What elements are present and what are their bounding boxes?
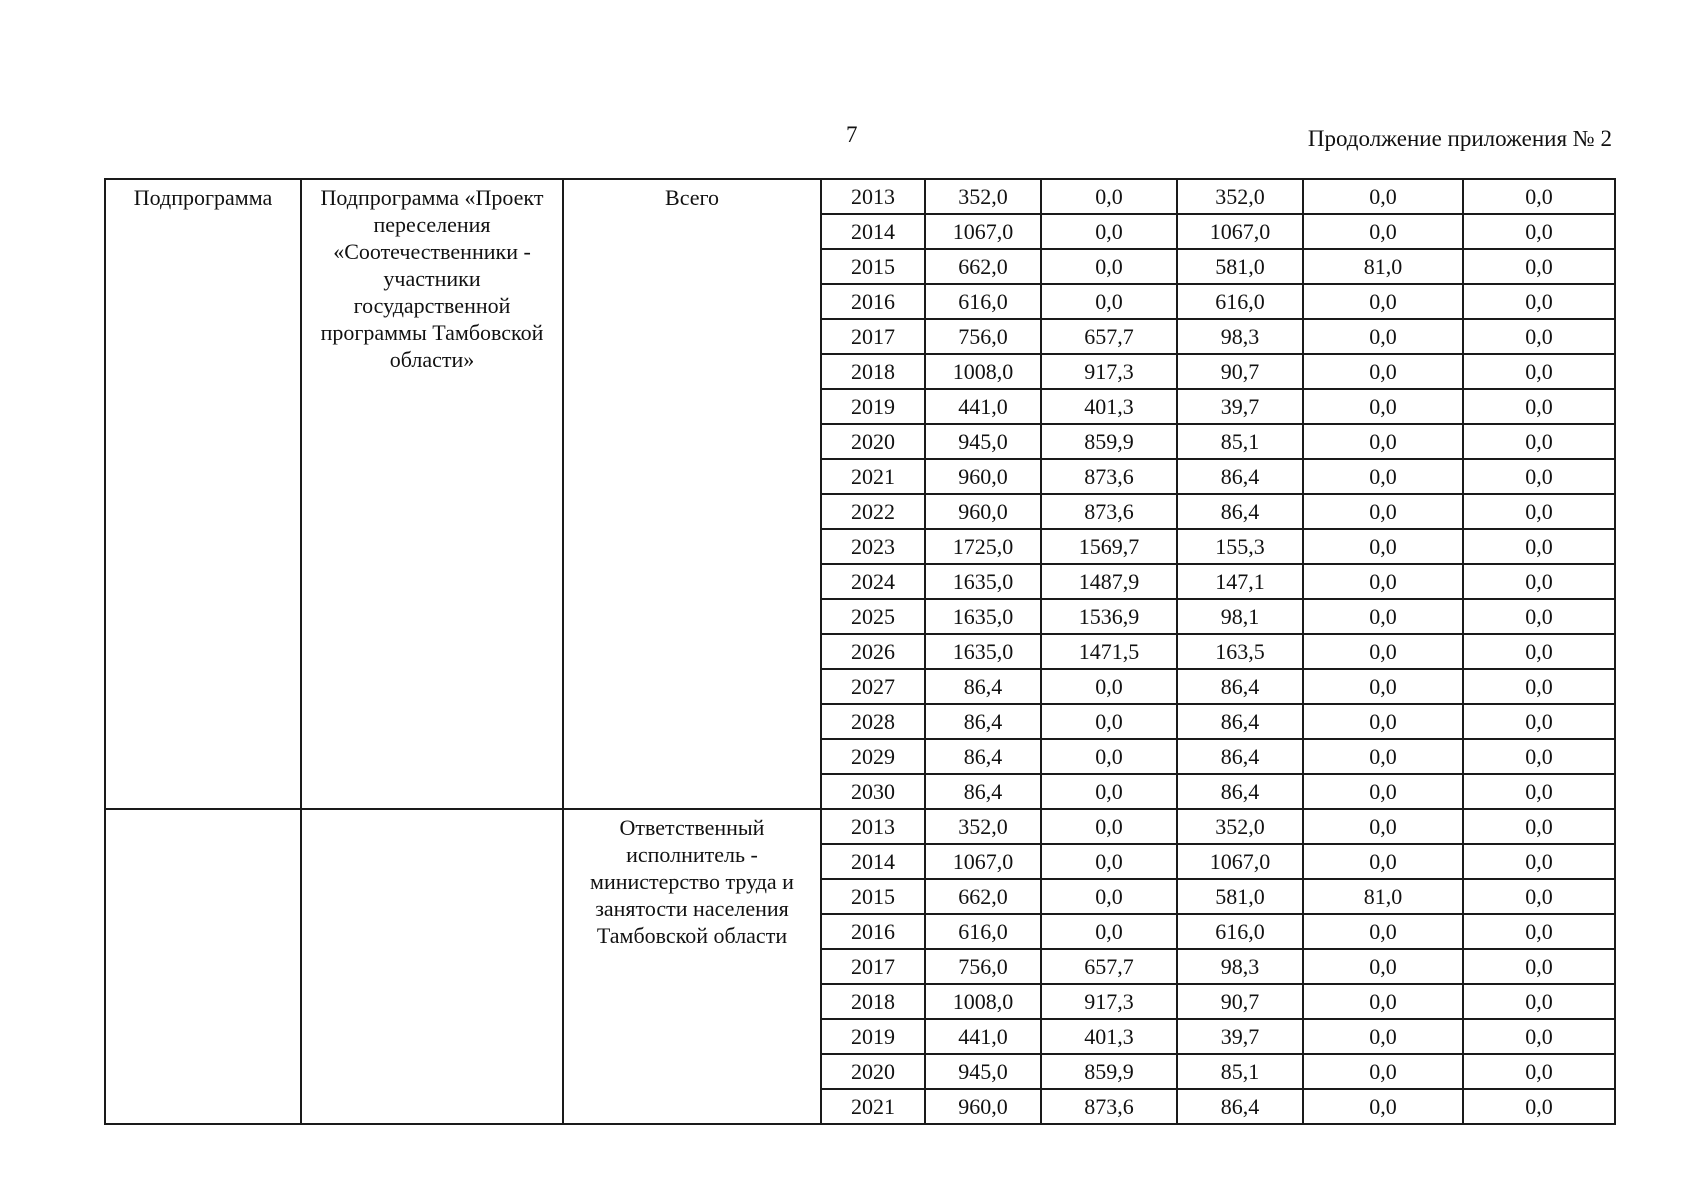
local-budget-cell: 0,0	[1303, 774, 1463, 809]
federal-budget-cell: 859,9	[1041, 424, 1177, 459]
total-cell: 662,0	[925, 879, 1041, 914]
regional-budget-cell: 98,3	[1177, 319, 1303, 354]
extrabudget-cell: 0,0	[1463, 564, 1615, 599]
extrabudget-cell: 0,0	[1463, 284, 1615, 319]
extrabudget-cell: 0,0	[1463, 179, 1615, 214]
year-cell: 2018	[821, 354, 925, 389]
total-cell: 1635,0	[925, 564, 1041, 599]
extrabudget-cell: 0,0	[1463, 669, 1615, 704]
year-cell: 2028	[821, 704, 925, 739]
local-budget-cell: 0,0	[1303, 459, 1463, 494]
local-budget-cell: 0,0	[1303, 669, 1463, 704]
year-cell: 2021	[821, 1089, 925, 1124]
federal-budget-cell: 401,3	[1041, 1019, 1177, 1054]
total-cell: 86,4	[925, 669, 1041, 704]
year-cell: 2016	[821, 284, 925, 319]
federal-budget-cell: 0,0	[1041, 214, 1177, 249]
federal-budget-cell: 859,9	[1041, 1054, 1177, 1089]
regional-budget-cell: 1067,0	[1177, 844, 1303, 879]
total-cell: 1635,0	[925, 634, 1041, 669]
federal-budget-cell: 1536,9	[1041, 599, 1177, 634]
budget-table	[104, 178, 1616, 1125]
local-budget-cell: 81,0	[1303, 249, 1463, 284]
federal-budget-cell: 917,3	[1041, 354, 1177, 389]
year-cell: 2016	[821, 914, 925, 949]
extrabudget-cell: 0,0	[1463, 634, 1615, 669]
regional-budget-cell: 155,3	[1177, 529, 1303, 564]
year-cell: 2026	[821, 634, 925, 669]
regional-budget-cell: 352,0	[1177, 179, 1303, 214]
table-row	[105, 179, 1615, 214]
local-budget-cell: 0,0	[1303, 1054, 1463, 1089]
extrabudget-cell: 0,0	[1463, 809, 1615, 844]
local-budget-cell: 0,0	[1303, 914, 1463, 949]
total-cell: 960,0	[925, 494, 1041, 529]
total-cell: 1067,0	[925, 214, 1041, 249]
total-cell: 960,0	[925, 459, 1041, 494]
year-cell: 2017	[821, 949, 925, 984]
extrabudget-cell: 0,0	[1463, 914, 1615, 949]
regional-budget-cell: 98,1	[1177, 599, 1303, 634]
federal-budget-cell: 0,0	[1041, 249, 1177, 284]
federal-budget-cell: 0,0	[1041, 844, 1177, 879]
local-budget-cell: 0,0	[1303, 809, 1463, 844]
local-budget-cell: 0,0	[1303, 319, 1463, 354]
year-cell: 2015	[821, 879, 925, 914]
total-cell: 756,0	[925, 949, 1041, 984]
local-budget-cell: 0,0	[1303, 179, 1463, 214]
extrabudget-cell: 0,0	[1463, 1054, 1615, 1089]
local-budget-cell: 0,0	[1303, 949, 1463, 984]
federal-budget-cell: 0,0	[1041, 704, 1177, 739]
total-cell: 960,0	[925, 1089, 1041, 1124]
regional-budget-cell: 85,1	[1177, 424, 1303, 459]
local-budget-cell: 0,0	[1303, 1089, 1463, 1124]
year-cell: 2024	[821, 564, 925, 599]
extrabudget-cell: 0,0	[1463, 949, 1615, 984]
extrabudget-cell: 0,0	[1463, 214, 1615, 249]
extrabudget-cell: 0,0	[1463, 704, 1615, 739]
regional-budget-cell: 86,4	[1177, 1089, 1303, 1124]
extrabudget-cell: 0,0	[1463, 774, 1615, 809]
federal-budget-cell: 401,3	[1041, 389, 1177, 424]
program-type-cell	[105, 809, 301, 1124]
year-cell: 2013	[821, 809, 925, 844]
federal-budget-cell: 0,0	[1041, 669, 1177, 704]
page-number: 7	[846, 122, 858, 147]
year-cell: 2014	[821, 844, 925, 879]
federal-budget-cell: 917,3	[1041, 984, 1177, 1019]
local-budget-cell: 0,0	[1303, 389, 1463, 424]
year-cell: 2017	[821, 319, 925, 354]
federal-budget-cell: 657,7	[1041, 319, 1177, 354]
responsible-cell: Ответственный исполнитель - министерство труда и занятости населения Тамбовской области	[563, 809, 821, 1124]
total-cell: 756,0	[925, 319, 1041, 354]
local-budget-cell: 0,0	[1303, 424, 1463, 459]
extrabudget-cell: 0,0	[1463, 844, 1615, 879]
extrabudget-cell: 0,0	[1463, 459, 1615, 494]
year-cell: 2015	[821, 249, 925, 284]
extrabudget-cell: 0,0	[1463, 984, 1615, 1019]
year-cell: 2030	[821, 774, 925, 809]
federal-budget-cell: 873,6	[1041, 1089, 1177, 1124]
table-body	[105, 179, 1615, 1124]
federal-budget-cell: 0,0	[1041, 179, 1177, 214]
regional-budget-cell: 86,4	[1177, 669, 1303, 704]
extrabudget-cell: 0,0	[1463, 1019, 1615, 1054]
extrabudget-cell: 0,0	[1463, 354, 1615, 389]
regional-budget-cell: 98,3	[1177, 949, 1303, 984]
federal-budget-cell: 0,0	[1041, 774, 1177, 809]
federal-budget-cell: 0,0	[1041, 739, 1177, 774]
year-cell: 2029	[821, 739, 925, 774]
total-cell: 1008,0	[925, 984, 1041, 1019]
federal-budget-cell: 0,0	[1041, 914, 1177, 949]
local-budget-cell: 0,0	[1303, 984, 1463, 1019]
total-cell: 86,4	[925, 739, 1041, 774]
total-cell: 352,0	[925, 809, 1041, 844]
total-cell: 1725,0	[925, 529, 1041, 564]
regional-budget-cell: 86,4	[1177, 704, 1303, 739]
local-budget-cell: 81,0	[1303, 879, 1463, 914]
federal-budget-cell: 0,0	[1041, 879, 1177, 914]
local-budget-cell: 0,0	[1303, 599, 1463, 634]
appendix-note: Продолжение приложения № 2	[1307, 126, 1612, 151]
year-cell: 2020	[821, 424, 925, 459]
extrabudget-cell: 0,0	[1463, 599, 1615, 634]
federal-budget-cell: 873,6	[1041, 494, 1177, 529]
program-name-cell: Подпрограмма «Проект переселения «Соотечественники - участники государственной программы Тамбовской области»	[301, 179, 563, 809]
total-cell: 616,0	[925, 914, 1041, 949]
year-cell: 2021	[821, 459, 925, 494]
regional-budget-cell: 616,0	[1177, 284, 1303, 319]
extrabudget-cell: 0,0	[1463, 424, 1615, 459]
extrabudget-cell: 0,0	[1463, 249, 1615, 284]
year-cell: 2019	[821, 1019, 925, 1054]
regional-budget-cell: 39,7	[1177, 1019, 1303, 1054]
extrabudget-cell: 0,0	[1463, 319, 1615, 354]
regional-budget-cell: 86,4	[1177, 739, 1303, 774]
total-cell: 945,0	[925, 424, 1041, 459]
year-cell: 2020	[821, 1054, 925, 1089]
regional-budget-cell: 616,0	[1177, 914, 1303, 949]
extrabudget-cell: 0,0	[1463, 879, 1615, 914]
year-cell: 2023	[821, 529, 925, 564]
year-cell: 2025	[821, 599, 925, 634]
regional-budget-cell: 1067,0	[1177, 214, 1303, 249]
federal-budget-cell: 1487,9	[1041, 564, 1177, 599]
regional-budget-cell: 85,1	[1177, 1054, 1303, 1089]
federal-budget-cell: 1471,5	[1041, 634, 1177, 669]
regional-budget-cell: 86,4	[1177, 774, 1303, 809]
total-cell: 352,0	[925, 179, 1041, 214]
total-cell: 662,0	[925, 249, 1041, 284]
regional-budget-cell: 163,5	[1177, 634, 1303, 669]
federal-budget-cell: 0,0	[1041, 809, 1177, 844]
regional-budget-cell: 581,0	[1177, 879, 1303, 914]
year-cell: 2022	[821, 494, 925, 529]
extrabudget-cell: 0,0	[1463, 389, 1615, 424]
local-budget-cell: 0,0	[1303, 739, 1463, 774]
year-cell: 2014	[821, 214, 925, 249]
total-cell: 1635,0	[925, 599, 1041, 634]
federal-budget-cell: 1569,7	[1041, 529, 1177, 564]
regional-budget-cell: 39,7	[1177, 389, 1303, 424]
total-cell: 86,4	[925, 774, 1041, 809]
local-budget-cell: 0,0	[1303, 634, 1463, 669]
federal-budget-cell: 873,6	[1041, 459, 1177, 494]
total-cell: 616,0	[925, 284, 1041, 319]
year-cell: 2027	[821, 669, 925, 704]
local-budget-cell: 0,0	[1303, 284, 1463, 319]
year-cell: 2019	[821, 389, 925, 424]
total-cell: 86,4	[925, 704, 1041, 739]
year-cell: 2018	[821, 984, 925, 1019]
local-budget-cell: 0,0	[1303, 354, 1463, 389]
total-cell: 1067,0	[925, 844, 1041, 879]
local-budget-cell: 0,0	[1303, 529, 1463, 564]
total-cell: 441,0	[925, 389, 1041, 424]
table-row	[105, 809, 1615, 844]
federal-budget-cell: 0,0	[1041, 284, 1177, 319]
extrabudget-cell: 0,0	[1463, 1089, 1615, 1124]
total-cell: 945,0	[925, 1054, 1041, 1089]
regional-budget-cell: 90,7	[1177, 984, 1303, 1019]
local-budget-cell: 0,0	[1303, 564, 1463, 599]
program-name-cell	[301, 809, 563, 1124]
regional-budget-cell: 86,4	[1177, 494, 1303, 529]
regional-budget-cell: 581,0	[1177, 249, 1303, 284]
extrabudget-cell: 0,0	[1463, 494, 1615, 529]
federal-budget-cell: 657,7	[1041, 949, 1177, 984]
extrabudget-cell: 0,0	[1463, 739, 1615, 774]
local-budget-cell: 0,0	[1303, 844, 1463, 879]
total-cell: 1008,0	[925, 354, 1041, 389]
regional-budget-cell: 86,4	[1177, 459, 1303, 494]
regional-budget-cell: 147,1	[1177, 564, 1303, 599]
program-type-cell: Подпрограмма	[105, 179, 301, 809]
total-cell: 441,0	[925, 1019, 1041, 1054]
responsible-cell: Всего	[563, 179, 821, 809]
regional-budget-cell: 352,0	[1177, 809, 1303, 844]
local-budget-cell: 0,0	[1303, 214, 1463, 249]
extrabudget-cell: 0,0	[1463, 529, 1615, 564]
regional-budget-cell: 90,7	[1177, 354, 1303, 389]
local-budget-cell: 0,0	[1303, 1019, 1463, 1054]
year-cell: 2013	[821, 179, 925, 214]
local-budget-cell: 0,0	[1303, 494, 1463, 529]
local-budget-cell: 0,0	[1303, 704, 1463, 739]
